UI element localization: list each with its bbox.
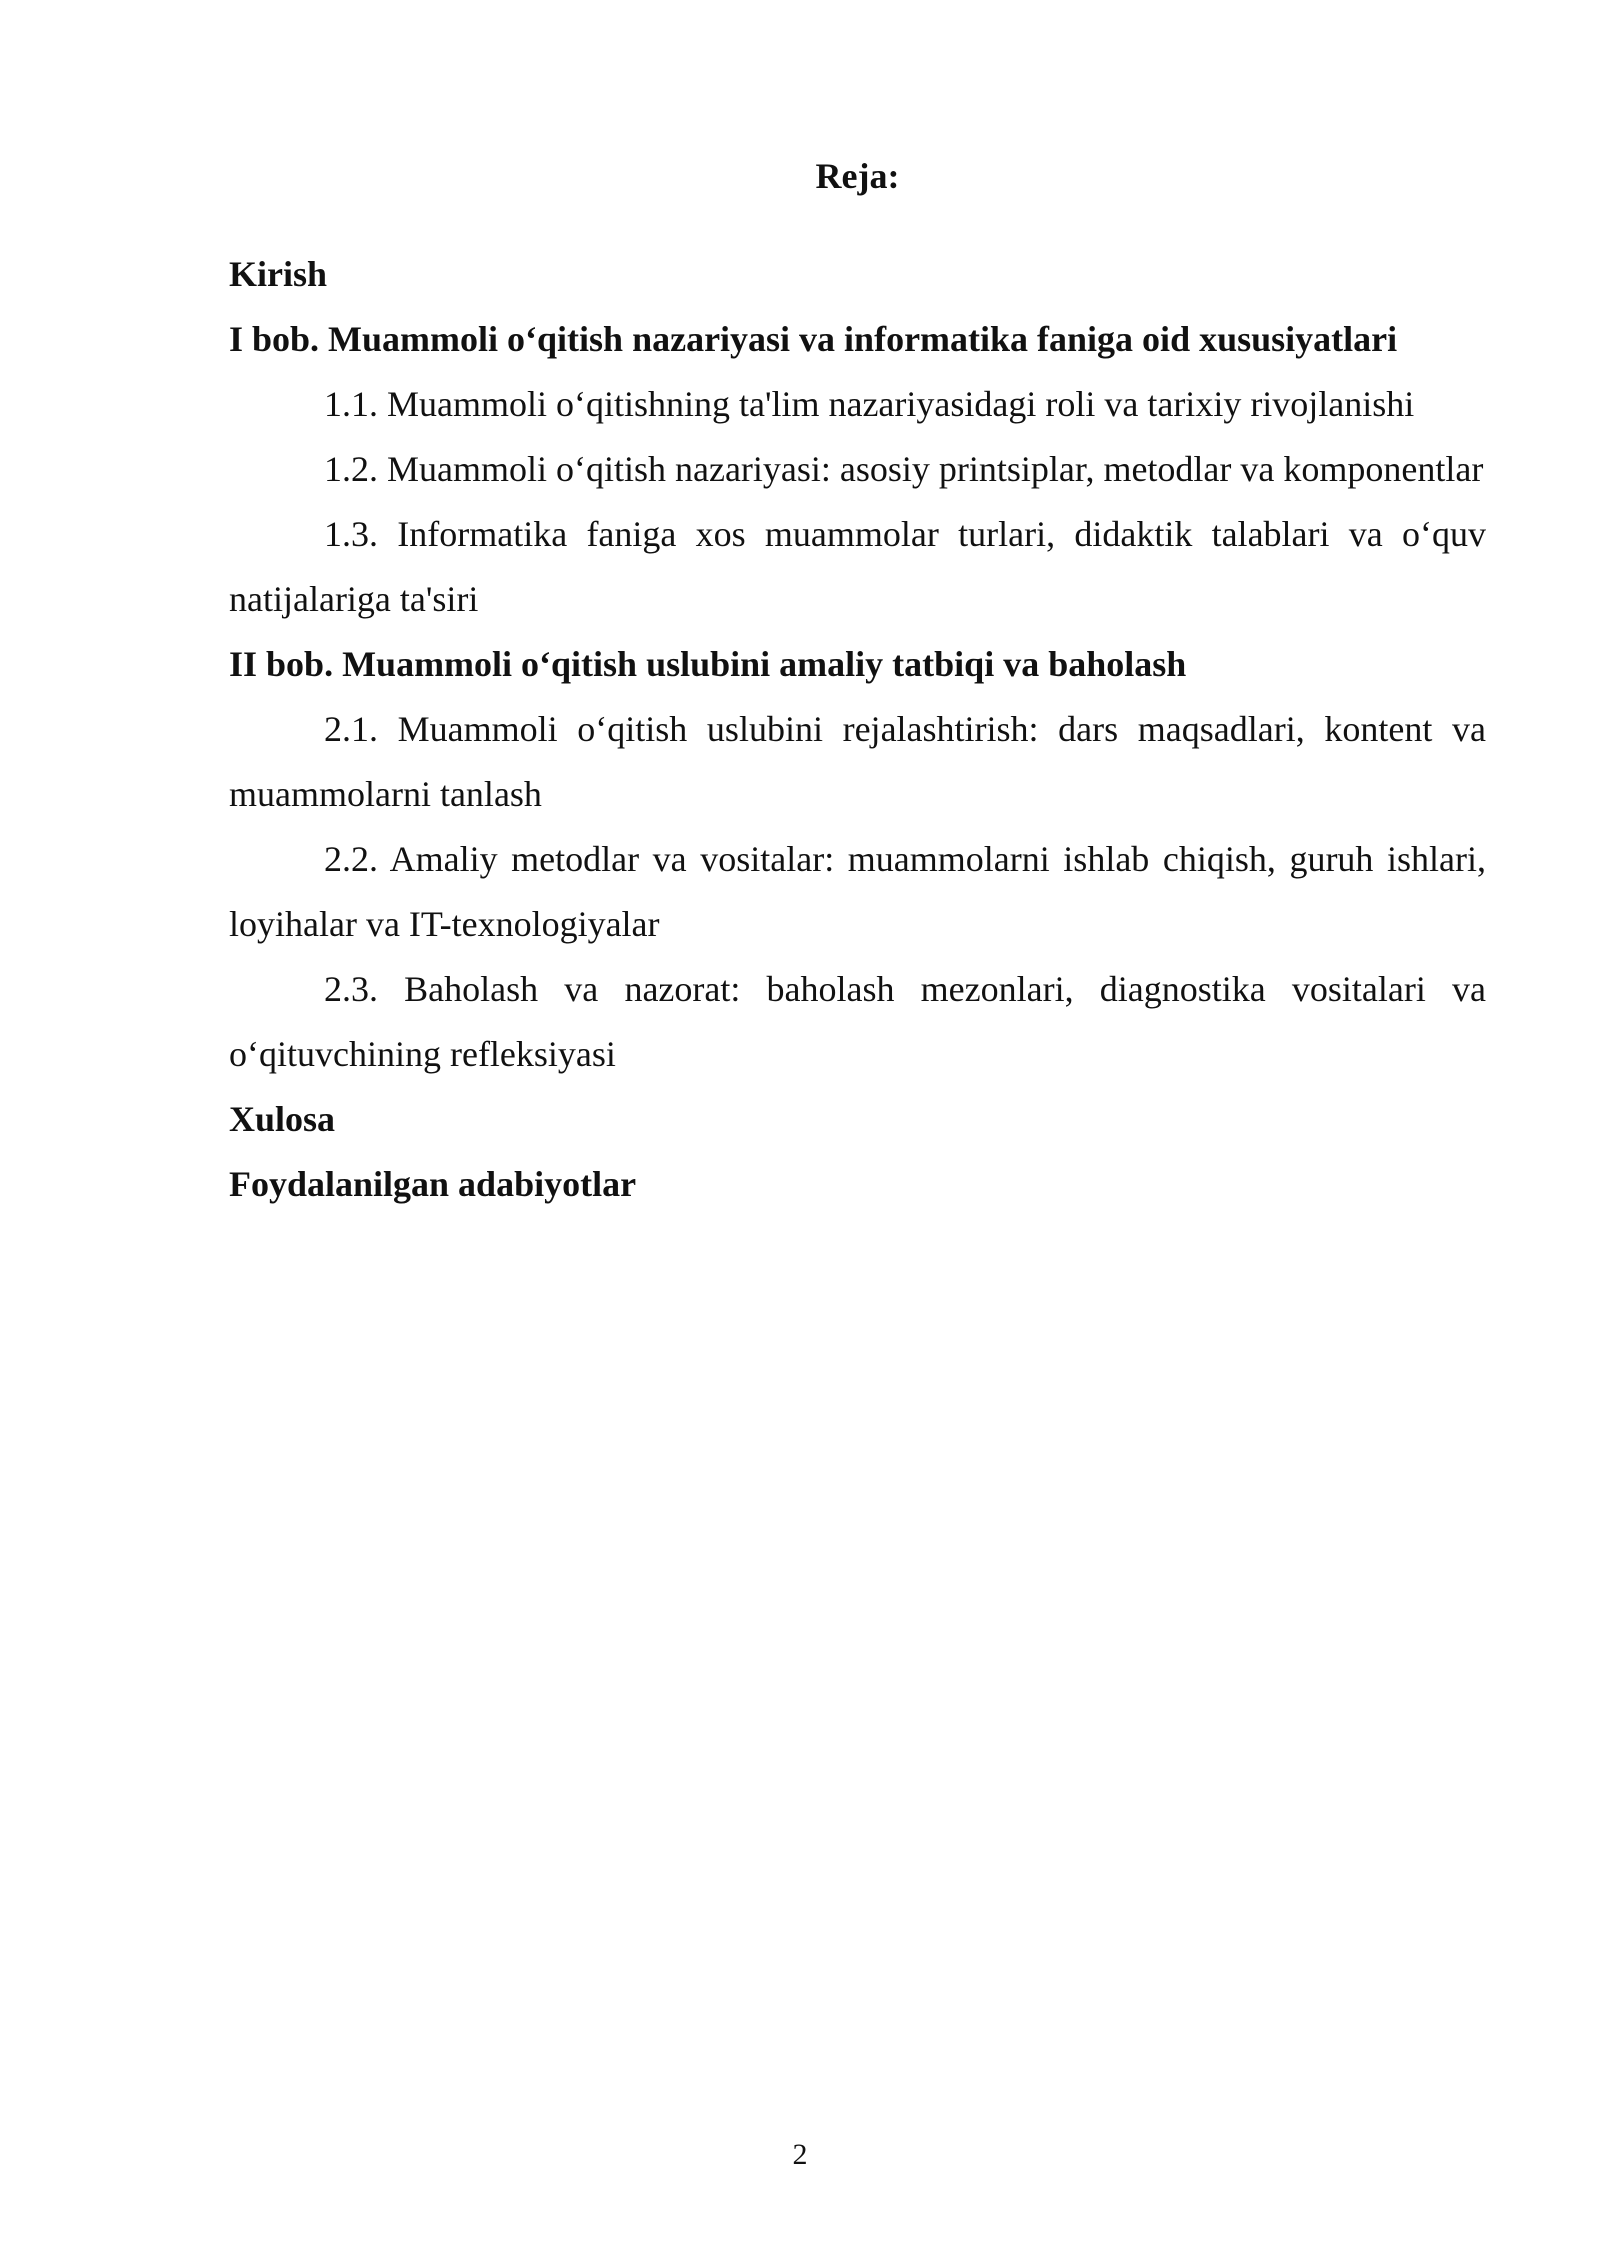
toc-section-1-1: 1.1. Muammoli o‘qitishning ta'lim nazariyasidagi roli va tarixiy rivojlanishi <box>324 384 1415 424</box>
toc-chapter-1: I bob. Muammoli o‘qitish nazariyasi va informatika faniga oid xususiyatlari <box>229 319 1398 359</box>
plan-title: Reja: <box>815 156 900 196</box>
toc-section-2-2: 2.2. Amaliy metodlar va vositalar: muammolarni ishlab chiqish, guruh ishlari, loyihalar va IT-texnologiyalar <box>229 839 1486 944</box>
toc-item-references: Foydalanilgan adabiyotlar <box>229 1164 637 1204</box>
toc-item-conclusion: Xulosa <box>229 1099 336 1139</box>
toc-section-2-3: 2.3. Baholash va nazorat: baholash mezonlari, diagnostika vositalari va o‘qituvchining refleksiyasi <box>229 969 1486 1074</box>
page-number: 2 <box>792 2138 808 2171</box>
toc-section-2-1: 2.1. Muammoli o‘qitish uslubini rejalashtirish: dars maqsadlari, kontent va muammolarni tanlash <box>229 709 1486 814</box>
page-content <box>229 146 1486 1217</box>
toc-section-1-3: 1.3. Informatika faniga xos muammolar turlari, didaktik talablari va o‘quv natijalariga ta'siri <box>229 514 1486 619</box>
toc-section-1-2: 1.2. Muammoli o‘qitish nazariyasi: asosiy printsiplar, metodlar va komponentlar <box>324 449 1484 489</box>
toc-chapter-2: II bob. Muammoli o‘qitish uslubini amaliy tatbiqi va baholash <box>229 644 1187 684</box>
toc-item-introduction: Kirish <box>229 254 328 294</box>
